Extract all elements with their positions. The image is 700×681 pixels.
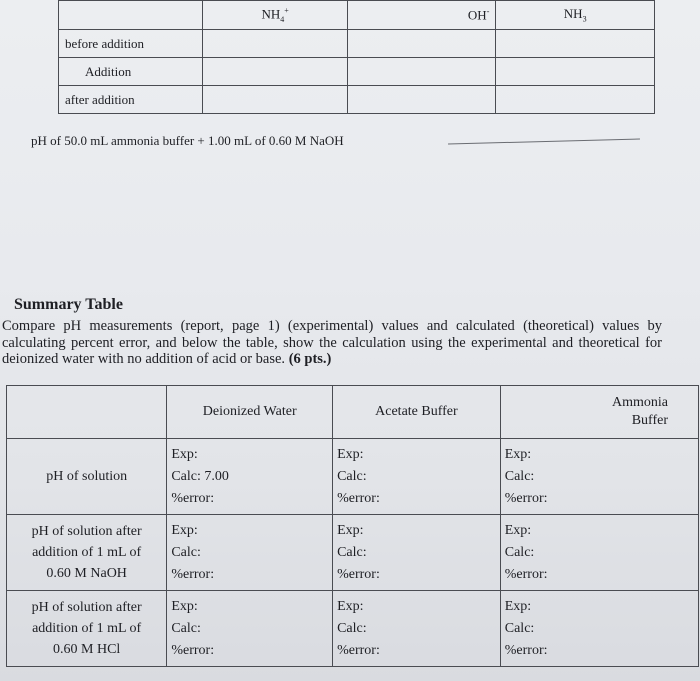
header-ammonia-buffer (500, 386, 698, 439)
row-label-addition: Addition (59, 58, 203, 86)
error-label: %error: (337, 566, 380, 582)
exp-label: Exp: (504, 446, 532, 462)
header-nh3: $NH_3$ (496, 1, 655, 30)
label-line: 0.60 M HCl (53, 642, 121, 657)
summary-instructions (2, 318, 662, 368)
calc-label: Calc: (171, 544, 201, 560)
dw-cell[interactable] (167, 591, 333, 667)
table-row (59, 58, 655, 86)
cell-input[interactable] (347, 30, 495, 58)
table-row (59, 86, 655, 114)
cell-input[interactable] (203, 30, 347, 58)
row-label-after-naoh (7, 515, 167, 591)
row-label-before: before addition (59, 30, 203, 58)
header-deionized-water: Deionized Water (167, 386, 333, 439)
ab-cell[interactable] (333, 439, 501, 515)
cell-input[interactable] (496, 86, 655, 114)
error-label: %error: (504, 642, 548, 658)
instructions-text: Compare pH measurements (report, page 1) (experimental) values and calculated (theoretical) values by calculating percent error, and below the table, show the calculation using the experimental and theoretical for deionized water with no addition of acid or base. (2, 318, 662, 367)
row-label-ph-solution (7, 439, 167, 515)
cell-input[interactable] (496, 30, 655, 58)
cell-input[interactable] (496, 58, 655, 86)
error-label: %error: (504, 566, 548, 582)
ion-concentration-table (58, 0, 655, 114)
am-cell[interactable] (500, 439, 698, 515)
error-label: %error: (504, 490, 548, 506)
exp-label: Exp: (337, 446, 364, 462)
calc-label: Calc: 7.00 (171, 468, 229, 484)
cell-input[interactable] (347, 86, 495, 114)
calc-label: Calc: (171, 620, 201, 636)
row-label-after-hcl (7, 591, 167, 667)
label-line: pH of solution after (31, 600, 142, 615)
label-line: addition of 1 mL of (32, 621, 142, 636)
exp-label: Exp: (504, 522, 532, 538)
exp-label: Exp: (171, 598, 198, 614)
calc-label: Calc: (504, 468, 535, 484)
points-label: (6 pts.) (288, 351, 332, 367)
label-line: pH of solution after (31, 524, 142, 539)
header-empty-cell (7, 386, 167, 439)
calc-label: Calc: (337, 468, 367, 484)
ammonia-line1: Ammonia (612, 395, 668, 410)
ab-cell[interactable] (333, 591, 501, 667)
calc-label: Calc: (504, 620, 535, 636)
exp-label: Exp: (171, 446, 198, 462)
exp-label: Exp: (171, 522, 198, 538)
header-nh4: $NH_4^+$ (203, 1, 347, 30)
calc-label: Calc: (337, 544, 367, 560)
ab-cell[interactable] (333, 515, 501, 591)
header-empty-cell (59, 1, 203, 30)
error-label: %error: (171, 642, 215, 658)
ph-question: pH of 50.0 mL ammonia buffer + 1.00 mL of 0.60 M NaOH (31, 133, 344, 148)
dw-cell[interactable] (167, 515, 333, 591)
summary-table (6, 385, 699, 667)
label-line: addition of 1 mL of (32, 545, 142, 560)
table-row (7, 515, 699, 591)
table-row (7, 591, 699, 667)
exp-label: Exp: (337, 598, 364, 614)
am-cell[interactable] (500, 591, 698, 667)
cell-input[interactable] (347, 58, 495, 86)
am-cell[interactable] (500, 515, 698, 591)
header-oh: OH- (347, 1, 495, 30)
summary-title: Summary Table (14, 296, 123, 313)
summary-header-row (7, 386, 699, 439)
table-row (7, 439, 699, 515)
answer-blank-line[interactable] (448, 138, 640, 144)
table-row (59, 30, 655, 58)
table-header-row (59, 1, 655, 30)
error-label: %error: (171, 490, 215, 506)
error-label: %error: (171, 566, 215, 582)
exp-label: Exp: (337, 522, 364, 538)
ammonia-line2: Buffer (631, 413, 668, 428)
header-acetate-buffer: Acetate Buffer (333, 386, 501, 439)
row-label-after: after addition (59, 86, 203, 114)
cell-input[interactable] (203, 86, 347, 114)
label-line: 0.60 M NaOH (46, 566, 127, 581)
label-line: pH of solution (46, 469, 128, 484)
calc-label: Calc: (337, 620, 367, 636)
exp-label: Exp: (504, 598, 532, 614)
error-label: %error: (337, 642, 380, 658)
calc-label: Calc: (504, 544, 535, 560)
cell-input[interactable] (203, 58, 347, 86)
error-label: %error: (337, 490, 380, 506)
dw-cell[interactable] (167, 439, 333, 515)
